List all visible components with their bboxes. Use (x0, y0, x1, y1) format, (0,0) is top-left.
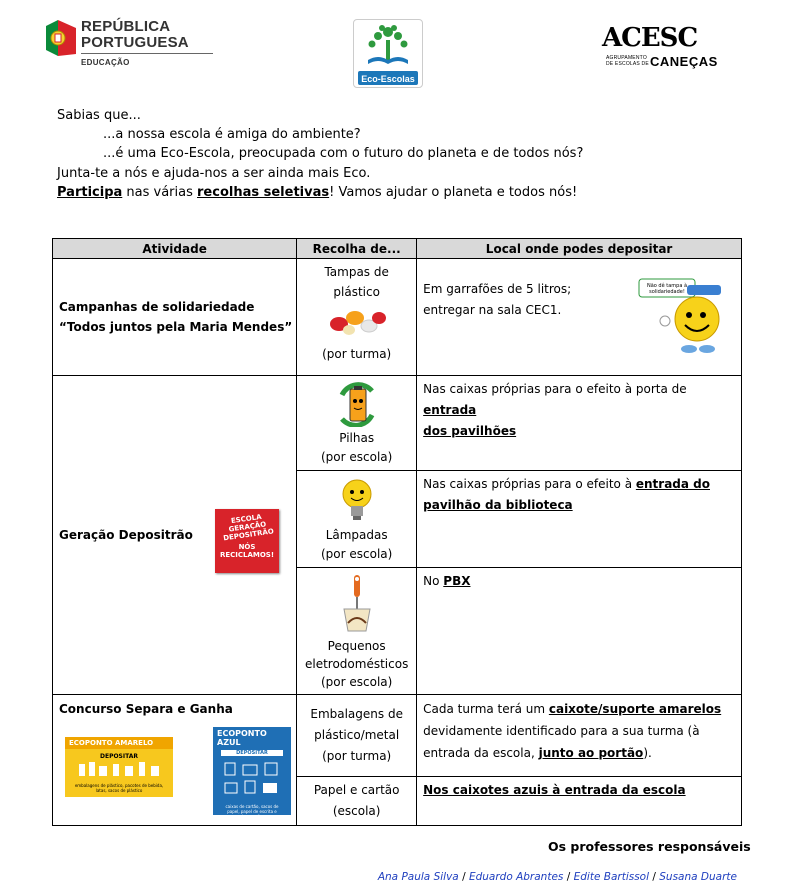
cell-item: Embalagens de plástico/metal (por turma) (297, 695, 417, 777)
lightbulb-mascot-icon (337, 476, 377, 524)
footer-title: Os professores responsáveis (548, 839, 751, 854)
intro-line-1: Sabias que... (57, 108, 141, 123)
cell-location: Em garrafões de 5 litros; entregar na sala CEC1. Não dê tampa à solidariedade! (417, 259, 742, 376)
page-header (0, 0, 787, 100)
packaging-icons (65, 760, 173, 780)
header-local: Local onde podes depositar (417, 239, 742, 259)
intro-line-4: Junta-te a nós e ajuda-nos a ser ainda mais Eco. (57, 165, 371, 181)
smiley-mascot-icon (637, 277, 731, 357)
cell-location: Cada turma terá um caixote/suporte amarelos devidamente identificado para a sua turma (à entrada da escola, junto ao portão). (417, 695, 742, 777)
table-row (53, 695, 742, 777)
header-recolha: Recolha de... (297, 239, 417, 259)
eco-escolas-label: Eco-Escolas (361, 74, 415, 84)
recolhas-table (52, 238, 742, 826)
participa-link: Participa (57, 184, 123, 200)
eco-escolas-tree-icon (354, 20, 422, 72)
table-row (53, 259, 742, 376)
table-header-row (53, 239, 742, 259)
acesc-wordmark: ACESC (602, 23, 698, 53)
teacher-name: Edite Bartissol (573, 871, 650, 883)
intro-line-3: ...é uma Eco-Escola, preocupada com o futuro do planeta e de todos nós? (103, 146, 584, 162)
teacher-name: Ana Paula Silva (377, 871, 459, 883)
cell-location: Nos caixotes azuis à entrada da escola (417, 777, 742, 826)
cell-location: Nas caixas próprias para o efeito à entrada do pavilhão da biblioteca (417, 471, 742, 568)
bottle-caps-icon (325, 304, 389, 338)
republica-line2: PORTUGUESA (81, 34, 189, 51)
teacher-name: Eduardo Abrantes (468, 871, 564, 883)
republica-line1: REPÚBLICA (81, 18, 171, 35)
activity-title: Campanhas de solidariedade (59, 300, 255, 314)
cell-location: No PBX (417, 568, 742, 695)
activity-title: Geração Depositrão (59, 528, 193, 542)
educacao-label: EDUCAÇÃO (81, 58, 130, 67)
ecoponto-amarelo-card: ECOPONTO AMARELO DEPOSITAR embalagens de plástico, pacotes de bebida, latas, sacos de plástico (65, 737, 173, 797)
cell-item: Pequenos eletrodomésticos (por escola) (297, 568, 417, 695)
logo-divider (81, 53, 213, 54)
activity-subtitle: “Todos juntos pela Maria Mendes” (59, 320, 293, 334)
intro-text (57, 106, 583, 202)
recolhas-seletivas: recolhas seletivas (197, 184, 330, 200)
geracao-depositrao-badge: ESCOLA GERAÇÃO DEPOSITRÃO NÓS RECICLAMOS! (215, 509, 279, 573)
cell-activity (53, 376, 297, 695)
activity-title: Concurso Separa e Ganha (59, 702, 233, 716)
acesc-canecas: CANEÇAS (650, 54, 718, 69)
cell-activity (53, 259, 297, 376)
republica-portuguesa-logo (44, 18, 194, 74)
cell-activity (53, 695, 297, 826)
acesc-subtitle: AGRUPAMENTO DE ESCOLAS DE (606, 55, 649, 67)
footer-names: Ana Paula Silva / Eduardo Abrantes / Edite Bartissol / Susana Duarte (377, 871, 737, 883)
eco-escolas-logo (353, 19, 423, 88)
svg-text:solidariedade!: solidariedade! (649, 289, 685, 295)
mixer-appliance-icon (340, 573, 374, 635)
acesc-logo (602, 23, 718, 73)
table-row (53, 376, 742, 471)
intro-line-5: Participa nas várias recolhas seletivas! Vamos ajudar o planeta e todos nós! (57, 184, 578, 200)
cell-item: Tampas de plástico (por turma) (297, 259, 417, 376)
cell-item: Lâmpadas (por escola) (297, 471, 417, 568)
battery-mascot-icon (332, 381, 382, 427)
intro-line-2: ...a nossa escola é amiga do ambiente? (103, 127, 361, 143)
cell-item: Papel e cartão (escola) (297, 777, 417, 826)
cell-item: Pilhas (por escola) (297, 376, 417, 471)
paper-icons (213, 757, 291, 801)
teacher-name: Susana Duarte (659, 871, 737, 883)
header-atividade: Atividade (53, 239, 297, 259)
cell-location: Nas caixas próprias para o efeito à porta de entrada dos pavilhões (417, 376, 742, 471)
svg-text:Não dê tampa à: Não dê tampa à (647, 283, 688, 289)
portugal-flag-icon (44, 20, 78, 58)
ecoponto-azul-card: ECOPONTO AZUL DEPOSITAR caixas de cartão, sacos de papel, papel de escrita e impressão (213, 727, 291, 815)
